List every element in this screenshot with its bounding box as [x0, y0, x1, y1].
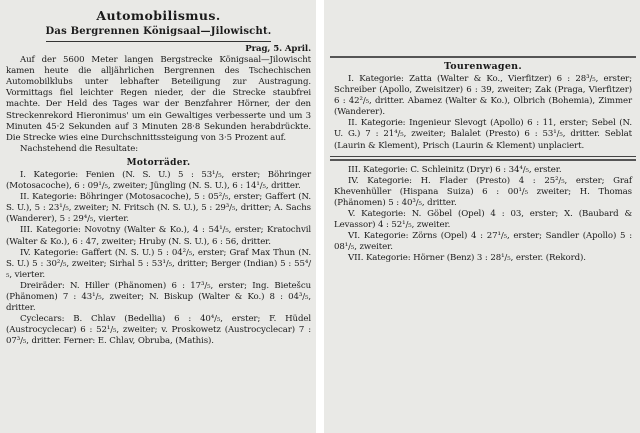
- result-paragraph: II. Kategorie: Böhringer (Motosacoche), 5 : 05²/₅, erster; Gaffert (N. S. U.), 5 : 23¹/₅, zweiter; N. Fritsch (N. S. U.), 5 : 29³/₅, dritter; A. Sachs (Wanderer), 5 : 29⁴/₅, vierter.: [6, 192, 311, 225]
- result-paragraph: III. Kategorie: Novotny (Walter & Ko.), 4 : 54¹/₅, erster; Kratochvil (Walter & Ko.), 6 : 47, zweiter; Hruby (N. S. U.), 6 : 56, dritter.: [6, 225, 311, 247]
- column-gap: [316, 0, 324, 433]
- result-paragraph: III. Kategorie: C. Schleinitz (Dryr) 6 : 34⁴/₅, erster.: [348, 164, 562, 175]
- tourenwagen-block-a: [330, 60, 636, 152]
- result-paragraph: II. Kategorie: Ingenieur Slevogt (Apollo) 6 : 11, erster; Sebel (N. U. G.) 7 : 21⁴/₅, zweiter; Balalet (Presto) 6 : 53¹/₅, dritter. Seblat (Laurin & Klement), Prisch (Laurin & Klement) unplaciert.: [334, 118, 632, 151]
- result-paragraph: VII. Kategorie: Hörner (Benz) 3 : 28¹/₅, erster. (Rekord).: [348, 253, 586, 264]
- result-paragraph: IV. Kategorie: Gaffert (N. S. U.) 5 : 04²/₅, erster; Graf Max Thun (N. S. U.) 5 : 30²/₅, zweiter; Sirhal 5 : 53¹/₅, dritter; Berger (Indian) 5 : 55⁴/₅, vierter.: [6, 247, 311, 280]
- result-paragraph: I. Kategorie: Zatta (Walter & Ko., Vierfitzer) 6 : 28³/₅, erster; Schreiber (Apollo, Zweisitzer) 6 : 39, zweiter; Zak (Praga, Vierfitzer) 6 : 42²/₅, dritter. Abamez (Walter & Ko.), Olbrich (Bohemia), Zimmer (Wanderer).: [334, 74, 632, 118]
- result-paragraph: IV. Kategorie: H. Flader (Presto) 4 : 25²/₅, erster; Graf Khevenhüller (Hispana Suiza) 6 : 00¹/₅ zweiter; H. Thomas (Phänomen) 5 : 40³/₅, dritter.: [334, 175, 632, 208]
- article-subtitle: Das Bergrennen Königsaal—Jilowischt.: [45, 26, 272, 37]
- top-margin: [330, 0, 636, 56]
- dateline: Prag, 5. April.: [245, 44, 311, 54]
- results-label: Nachstehend die Resultate:: [20, 143, 139, 154]
- result-paragraph: I. Kategorie: Fenien (N. S. U.) 5 : 53¹/₅, erster; Böhringer (Motosacoche), 6 : 09¹/₅, zweiter; Jüngling (N. S. U.), 6 : 14¹/₅, dritter.: [6, 169, 311, 192]
- result-paragraph: VI. Kategorie: Zörns (Opel) 4 : 27¹/₅, erster; Sandler (Apollo) 5 : 08¹/₅, zweiter.: [334, 231, 632, 253]
- intro-paragraph: Auf der 5600 Meter langen Bergstrecke Königsaal—Jilowischt kamen heute die alljährlichen Bergrennen des Tschechischen Automobilklubs unter lebhafter Beteiligung zur Austragung. Vormittags fiel leichter Regen nieder, der die Strecke staubfrei machte. Der Held des Tages war der Benzfahrer Hörner, der den Streckenrekord Hieronimus' um ein Gewaltiges verbesserte und um 3 Minuten 45·2 Sekunden auf 3 Minuten 28·8 Sekunden herabdrückte. Die Strecke wies eine Durchschnittssteigung von 3·5 Prozent auf.: [6, 55, 311, 143]
- divider: [330, 56, 636, 58]
- section-title-motorraeder: Motorräder.: [126, 157, 191, 168]
- tourenwagen-block-b: [330, 161, 636, 265]
- result-paragraph: V. Kategorie: N. Göbel (Opel) 4 : 03, erster; X. (Baubard & Levassor) 4 : 52¹/₅, zweiter.: [334, 209, 632, 231]
- article-title: Automobilismus.: [96, 8, 221, 23]
- result-paragraph: Dreiräder: N. Hiller (Phänomen) 6 : 17³/₅, erster; Ing. Bietešcu (Phänomen) 7 : 43¹/₅, zweiter; N. Biskup (Walter & Ko.) 8 : 04³/₅, dritter.: [6, 280, 311, 314]
- result-paragraph: Cyclecars: B. Chlav (Bedellia) 6 : 40⁴/₅, erster; F. Hüdel (Austrocyclecar) 6 : 52¹/₅, zweiter; v. Proskowetz (Austrocyclecar) 7 : 07³/₅, dritter. Ferner: E. Chlav, Obruba, (Mathis).: [6, 314, 311, 347]
- section-title-tourenwagen: Tourenwagen.: [443, 61, 522, 72]
- right-column: [324, 0, 640, 433]
- divider: [46, 41, 271, 42]
- left-column: [0, 0, 316, 433]
